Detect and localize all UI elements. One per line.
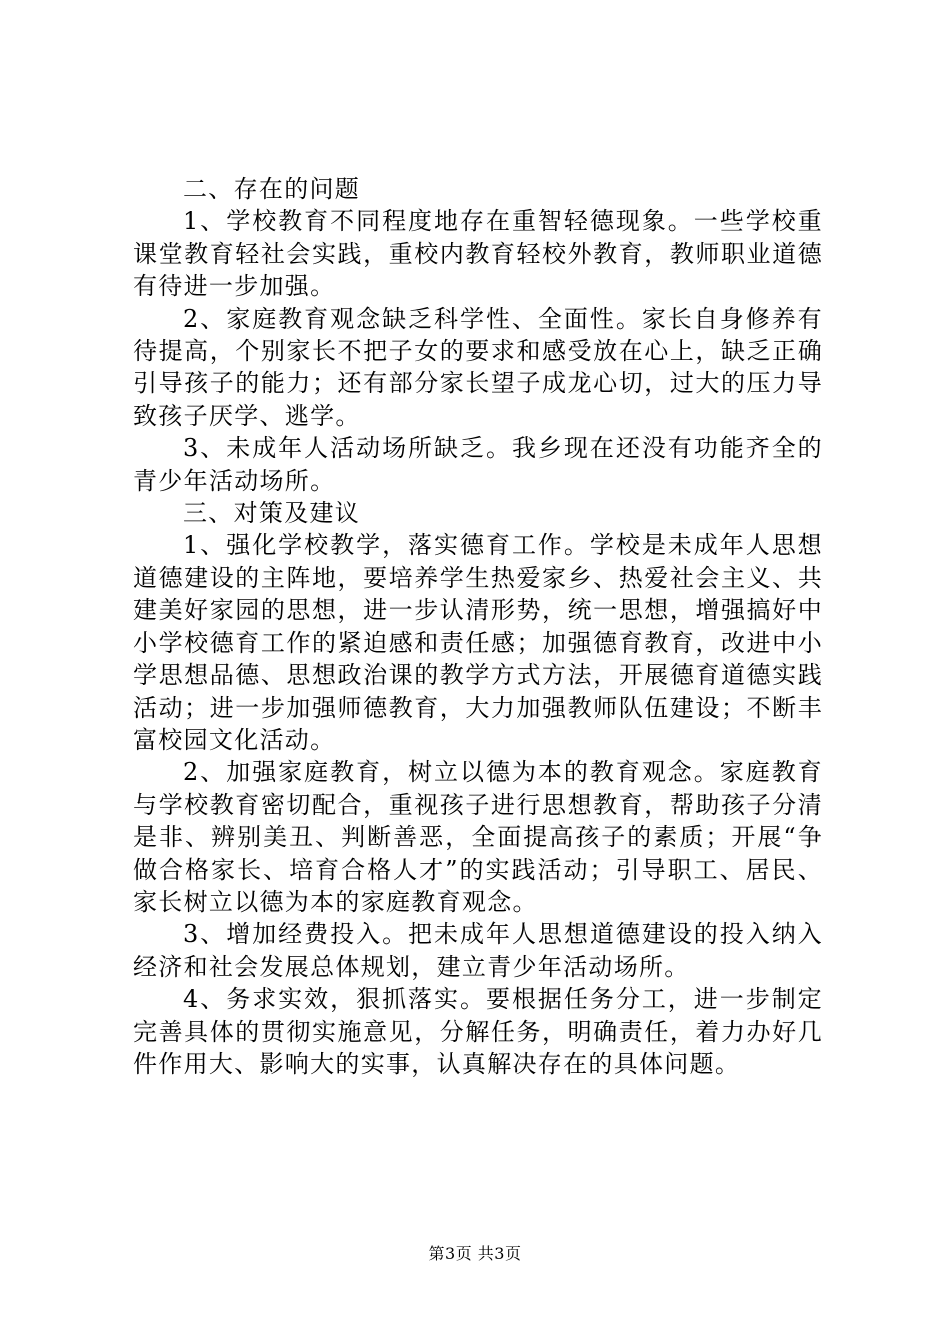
paragraph-problem-2: 2、家庭教育观念缺乏科学性、全面性。家长自身修养有待提高，个别家长不把子女的要求和感受放在心上，缺乏正确引导孩子的能力；还有部分家长望子成龙心切，过大的压力导致孩子厌学、逃学。 bbox=[133, 304, 823, 430]
document-body bbox=[133, 173, 823, 1080]
page-footer: 第3页 共3页 bbox=[428, 1244, 522, 1263]
paragraph-suggestion-4: 4、务求实效，狠抓落实。要根据任务分工，进一步制定完善具体的贯彻实施意见，分解任务，明确责任，着力办好几件作用大、影响大的实事，认真解决存在的具体问题。 bbox=[133, 985, 823, 1078]
paragraph-suggestion-3: 3、增加经费投入。把未成年人思想道德建设的投入纳入经济和社会发展总体规划，建立青少年活动场所。 bbox=[133, 920, 823, 981]
paragraph-problem-1: 1、学校教育不同程度地存在重智轻德现象。一些学校重课堂教育轻社会实践，重校内教育轻校外教育，教师职业道德有待进一步加强。 bbox=[133, 207, 823, 301]
paragraph-suggestion-1: 1、强化学校教学，落实德育工作。学校是未成年人思想道德建设的主阵地，要培养学生热爱家乡、热爱社会主义、共建美好家园的思想，进一步认清形势，统一思想，增强搞好中小学校德育工作的紧迫感和责任感；加强德育教育，改进中小学思想品德、思想政治课的教学方式方法，开展德育道德实践活动；进一步加强师德教育，大力加强教师队伍建设；不断丰富校园文化活动。 bbox=[133, 531, 823, 754]
paragraph-suggestion-2: 2、加强家庭教育，树立以德为本的教育观念。家庭教育与学校教育密切配合，重视孩子进行思想教育，帮助孩子分清是非、辨别美丑、判断善恶，全面提高孩子的素质；开展“争做合格家长、培育合格人才”的实践活动；引导职工、居民、家长树立以德为本的家庭教育观念。 bbox=[133, 758, 823, 916]
paragraph-problem-3: 3、未成年人活动场所缺乏。我乡现在还没有功能齐全的青少年活动场所。 bbox=[133, 434, 823, 495]
section-heading-suggestions: 三、对策及建议 bbox=[183, 499, 361, 528]
section-heading-problems: 二、存在的问题 bbox=[183, 175, 361, 203]
